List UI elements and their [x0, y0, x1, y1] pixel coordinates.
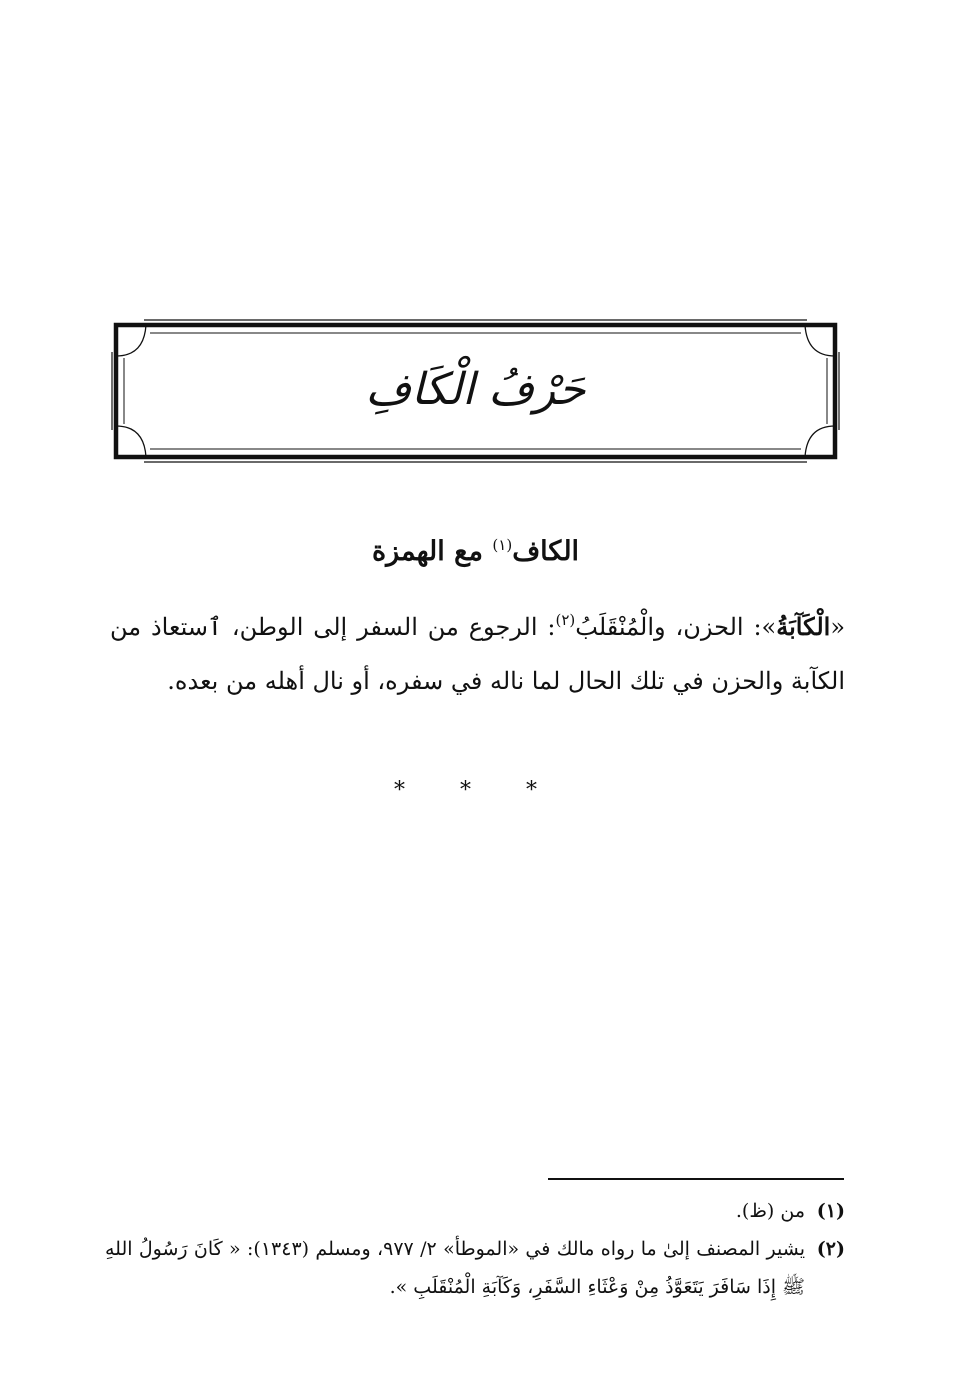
entry-text-part2: : الرجوع من السفر إلى الوطن، ٱستعاذ من الكآبة والحزن في تلك الحال لما ناله في سفره، أو نال أهله من بعده. — [110, 613, 845, 695]
section-separator-stars: * * * — [394, 778, 561, 803]
chapter-title: حَرْفُ الْكَافِ — [365, 364, 586, 415]
footnotes — [105, 1192, 845, 1306]
footnote-1 — [105, 1192, 845, 1230]
entry-paragraph — [110, 600, 845, 708]
section-heading-rest: مع الهمزة — [371, 536, 483, 567]
footnote-divider — [548, 1178, 844, 1180]
footnote-number: (١) — [816, 1200, 845, 1222]
chapter-title-frame — [110, 318, 841, 464]
close-quote: » — [761, 613, 777, 641]
footnote-ref-2[interactable]: (٢) — [555, 611, 576, 629]
entry-text-part1: : الحزن، والْمُنْقَلَبُ — [575, 613, 762, 641]
footnote-number: (٢) — [816, 1238, 845, 1260]
footnote-ref-1[interactable]: (١) — [492, 536, 513, 554]
entry-headword: الْكَآبَةُ — [776, 612, 831, 641]
footnote-text: يشير المصنف إلىٰ ما رواه مالك في «الموطأ» ٢/ ٩٧٧، ومسلم (١٣٤٣): « كَانَ رَسُولُ اللهِ ﷺ إِذَا سَافَرَ يَتَعَوَّذُ مِنْ وَعْثَاءِ السَّفَرِ، وَكَآبَةِ الْمُنْقَلَبِ ». — [105, 1238, 805, 1298]
section-heading-letter: الكاف — [512, 536, 580, 567]
footnote-text: من (ظ). — [735, 1200, 805, 1222]
section-heading — [110, 530, 841, 574]
footnote-2 — [105, 1230, 845, 1306]
open-quote: « — [830, 613, 845, 641]
